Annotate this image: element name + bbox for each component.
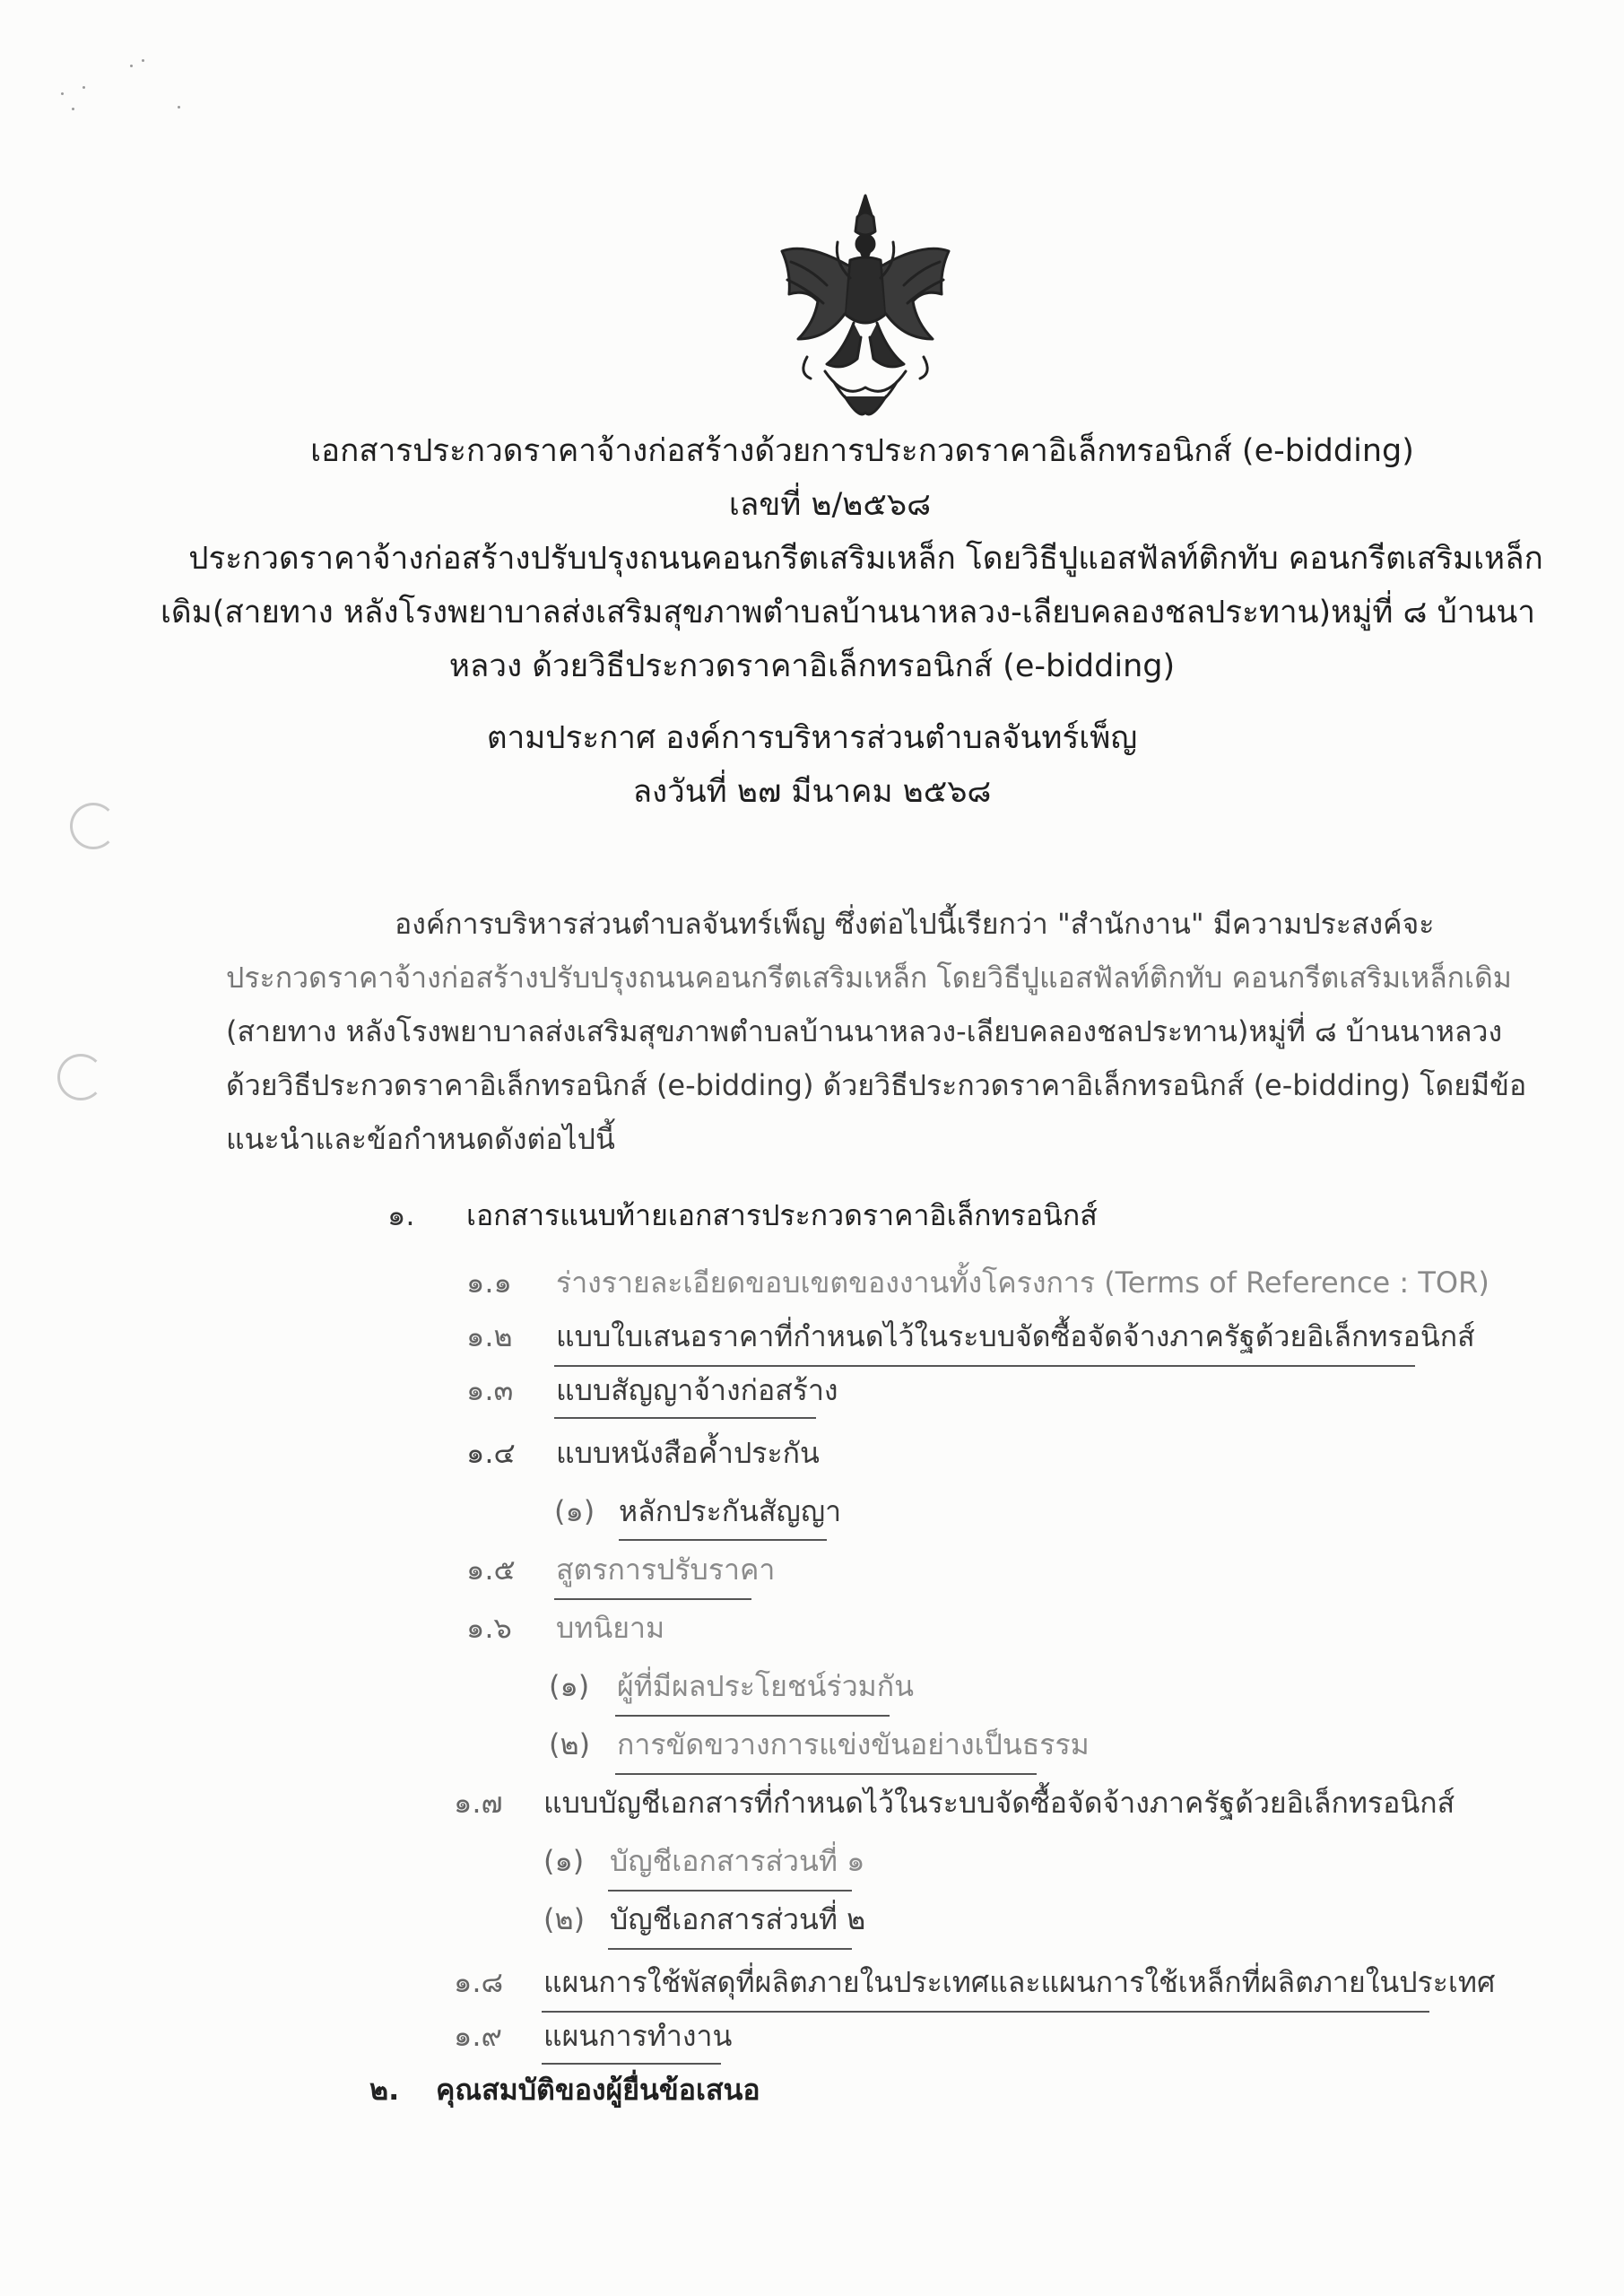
scan-speck (83, 86, 85, 89)
item-number: (๑) (543, 1844, 585, 1878)
item-number: ๑.๕ (466, 1552, 516, 1587)
item-label: ผู้ที่มีผลประโยชน์ร่วมกัน (617, 1669, 915, 1703)
announcement-line: ตามประกาศ องค์การบริหารส่วนตำบลจันทร์เพ็ญ (486, 720, 1138, 756)
underline (615, 1773, 1037, 1775)
underline (619, 1539, 827, 1541)
item-label: หลักประกันสัญญา (619, 1494, 842, 1528)
item-label: แบบบัญชีเอกสารที่กำหนดไว้ในระบบจัดซื้อจัดจ้างภาครัฐด้วยอิเล็กทรอนิกส์ (543, 1786, 1455, 1820)
item-label: บทนิยาม (556, 1611, 665, 1645)
item-number: (๒) (543, 1902, 586, 1936)
item-number: ๑.๔ (466, 1436, 516, 1470)
garuda-emblem-icon (771, 188, 960, 422)
item-number: (๑) (549, 1669, 590, 1703)
item-number: ๑.๒ (466, 1319, 513, 1353)
scan-speck (130, 65, 133, 67)
section-title: เอกสารแนบท้ายเอกสารประกวดราคาอิเล็กทรอนิกส์ (466, 1198, 1098, 1232)
scan-speck (142, 59, 144, 62)
intro-line-3: (สายทาง หลังโรงพยาบาลส่งเสริมสุขภาพตำบลบ้านนาหลวง-เลียบคลองชลประทาน)หมู่ที่ ๘ บ้านนาหลวง (226, 1014, 1503, 1048)
announcement-date: ลงวันที่ ๒๗ มีนาคม ๒๕๖๘ (632, 774, 992, 810)
underline (554, 1417, 816, 1419)
intro-line-4: ด้วยวิธีประกวดราคาอิเล็กทรอนิกส์ (e-bidding) ด้วยวิธีประกวดราคาอิเล็กทรอนิกส์ (e-bidding) โดยมีข้อ (226, 1068, 1527, 1102)
underline (608, 1890, 852, 1892)
item-number: (๒) (549, 1727, 591, 1761)
item-number: ๑.๓ (466, 1373, 514, 1407)
intro-line-1: องค์การบริหารส่วนตำบลจันทร์เพ็ญ ซึ่งต่อไปนี้เรียกว่า "สำนักงาน" มีความประสงค์จะ (395, 907, 1435, 941)
item-number: (๑) (554, 1494, 595, 1528)
intro-line-2: ประกวดราคาจ้างก่อสร้างปรับปรุงถนนคอนกรีตเสริมเหล็ก โดยวิธีปูแอสฟัลท์ติกทับ คอนกรีตเสริมเหล็กเดิม (226, 961, 1512, 995)
item-number: ๑.๗ (454, 1786, 503, 1820)
project-title-line-3: หลวง ด้วยวิธีประกวดราคาอิเล็กทรอนิกส์ (e-bidding) (448, 648, 1176, 684)
item-label: บัญชีเอกสารส่วนที่ ๑ (610, 1844, 865, 1878)
section-number: ๒. (369, 2073, 400, 2107)
binder-hole (57, 1054, 104, 1100)
item-label: แบบหนังสือค้ำประกัน (556, 1436, 820, 1470)
project-title-line-2: เดิม(สายทาง หลังโรงพยาบาลส่งเสริมสุขภาพตำบลบ้านนาหลวง-เลียบคลองชลประทาน)หมู่ที่ ๘ บ้านนา (160, 595, 1536, 631)
item-label: แบบใบเสนอราคาที่กำหนดไว้ในระบบจัดซื้อจัดจ้างภาครัฐด้วยอิเล็กทรอนิกส์ (556, 1319, 1475, 1353)
item-number: ๑.๘ (454, 1965, 504, 1999)
item-label: สูตรการปรับราคา (556, 1552, 776, 1587)
scan-speck (72, 108, 74, 110)
item-label: บัญชีเอกสารส่วนที่ ๒ (610, 1902, 866, 1936)
underline (554, 1598, 751, 1600)
project-title-line-1: ประกวดราคาจ้างก่อสร้างปรับปรุงถนนคอนกรีตเสริมเหล็ก โดยวิธีปูแอสฟัลท์ติกทับ คอนกรีตเสริมเหล็ก (188, 541, 1543, 577)
scan-speck (61, 92, 64, 95)
item-number: ๑.๖ (466, 1611, 512, 1645)
doc-number: เลขที่ ๒/๒๕๖๘ (728, 487, 932, 523)
item-label: แบบสัญญาจ้างก่อสร้าง (556, 1373, 838, 1407)
intro-line-5: แนะนำและข้อกำหนดดังต่อไปนี้ (226, 1122, 615, 1156)
underline (615, 1715, 890, 1717)
underline (542, 2063, 721, 2065)
scan-speck (178, 106, 180, 109)
item-label: แผนการใช้พัสดุที่ผลิตภายในประเทศและแผนการใช้เหล็กที่ผลิตภายในประเทศ (543, 1965, 1496, 1999)
underline (542, 2011, 1429, 2013)
item-label: ร่างรายละเอียดขอบเขตของงานทั้งโครงการ (Terms of Reference : TOR) (556, 1265, 1489, 1300)
item-number: ๑.๙ (454, 2019, 502, 2053)
underline (608, 1948, 852, 1950)
underline (554, 1365, 1415, 1367)
item-label: การขัดขวางการแข่งขันอย่างเป็นธรรม (617, 1727, 1090, 1761)
doc-title: เอกสารประกวดราคาจ้างก่อสร้างด้วยการประกวดราคาอิเล็กทรอนิกส์ (e-bidding) (310, 433, 1414, 469)
item-number: ๑.๑ (466, 1265, 512, 1300)
item-label: แผนการทำงาน (543, 2019, 733, 2053)
section-number: ๑. (387, 1198, 415, 1232)
section-title: คุณสมบัติของผู้ยื่นข้อเสนอ (436, 2073, 760, 2107)
